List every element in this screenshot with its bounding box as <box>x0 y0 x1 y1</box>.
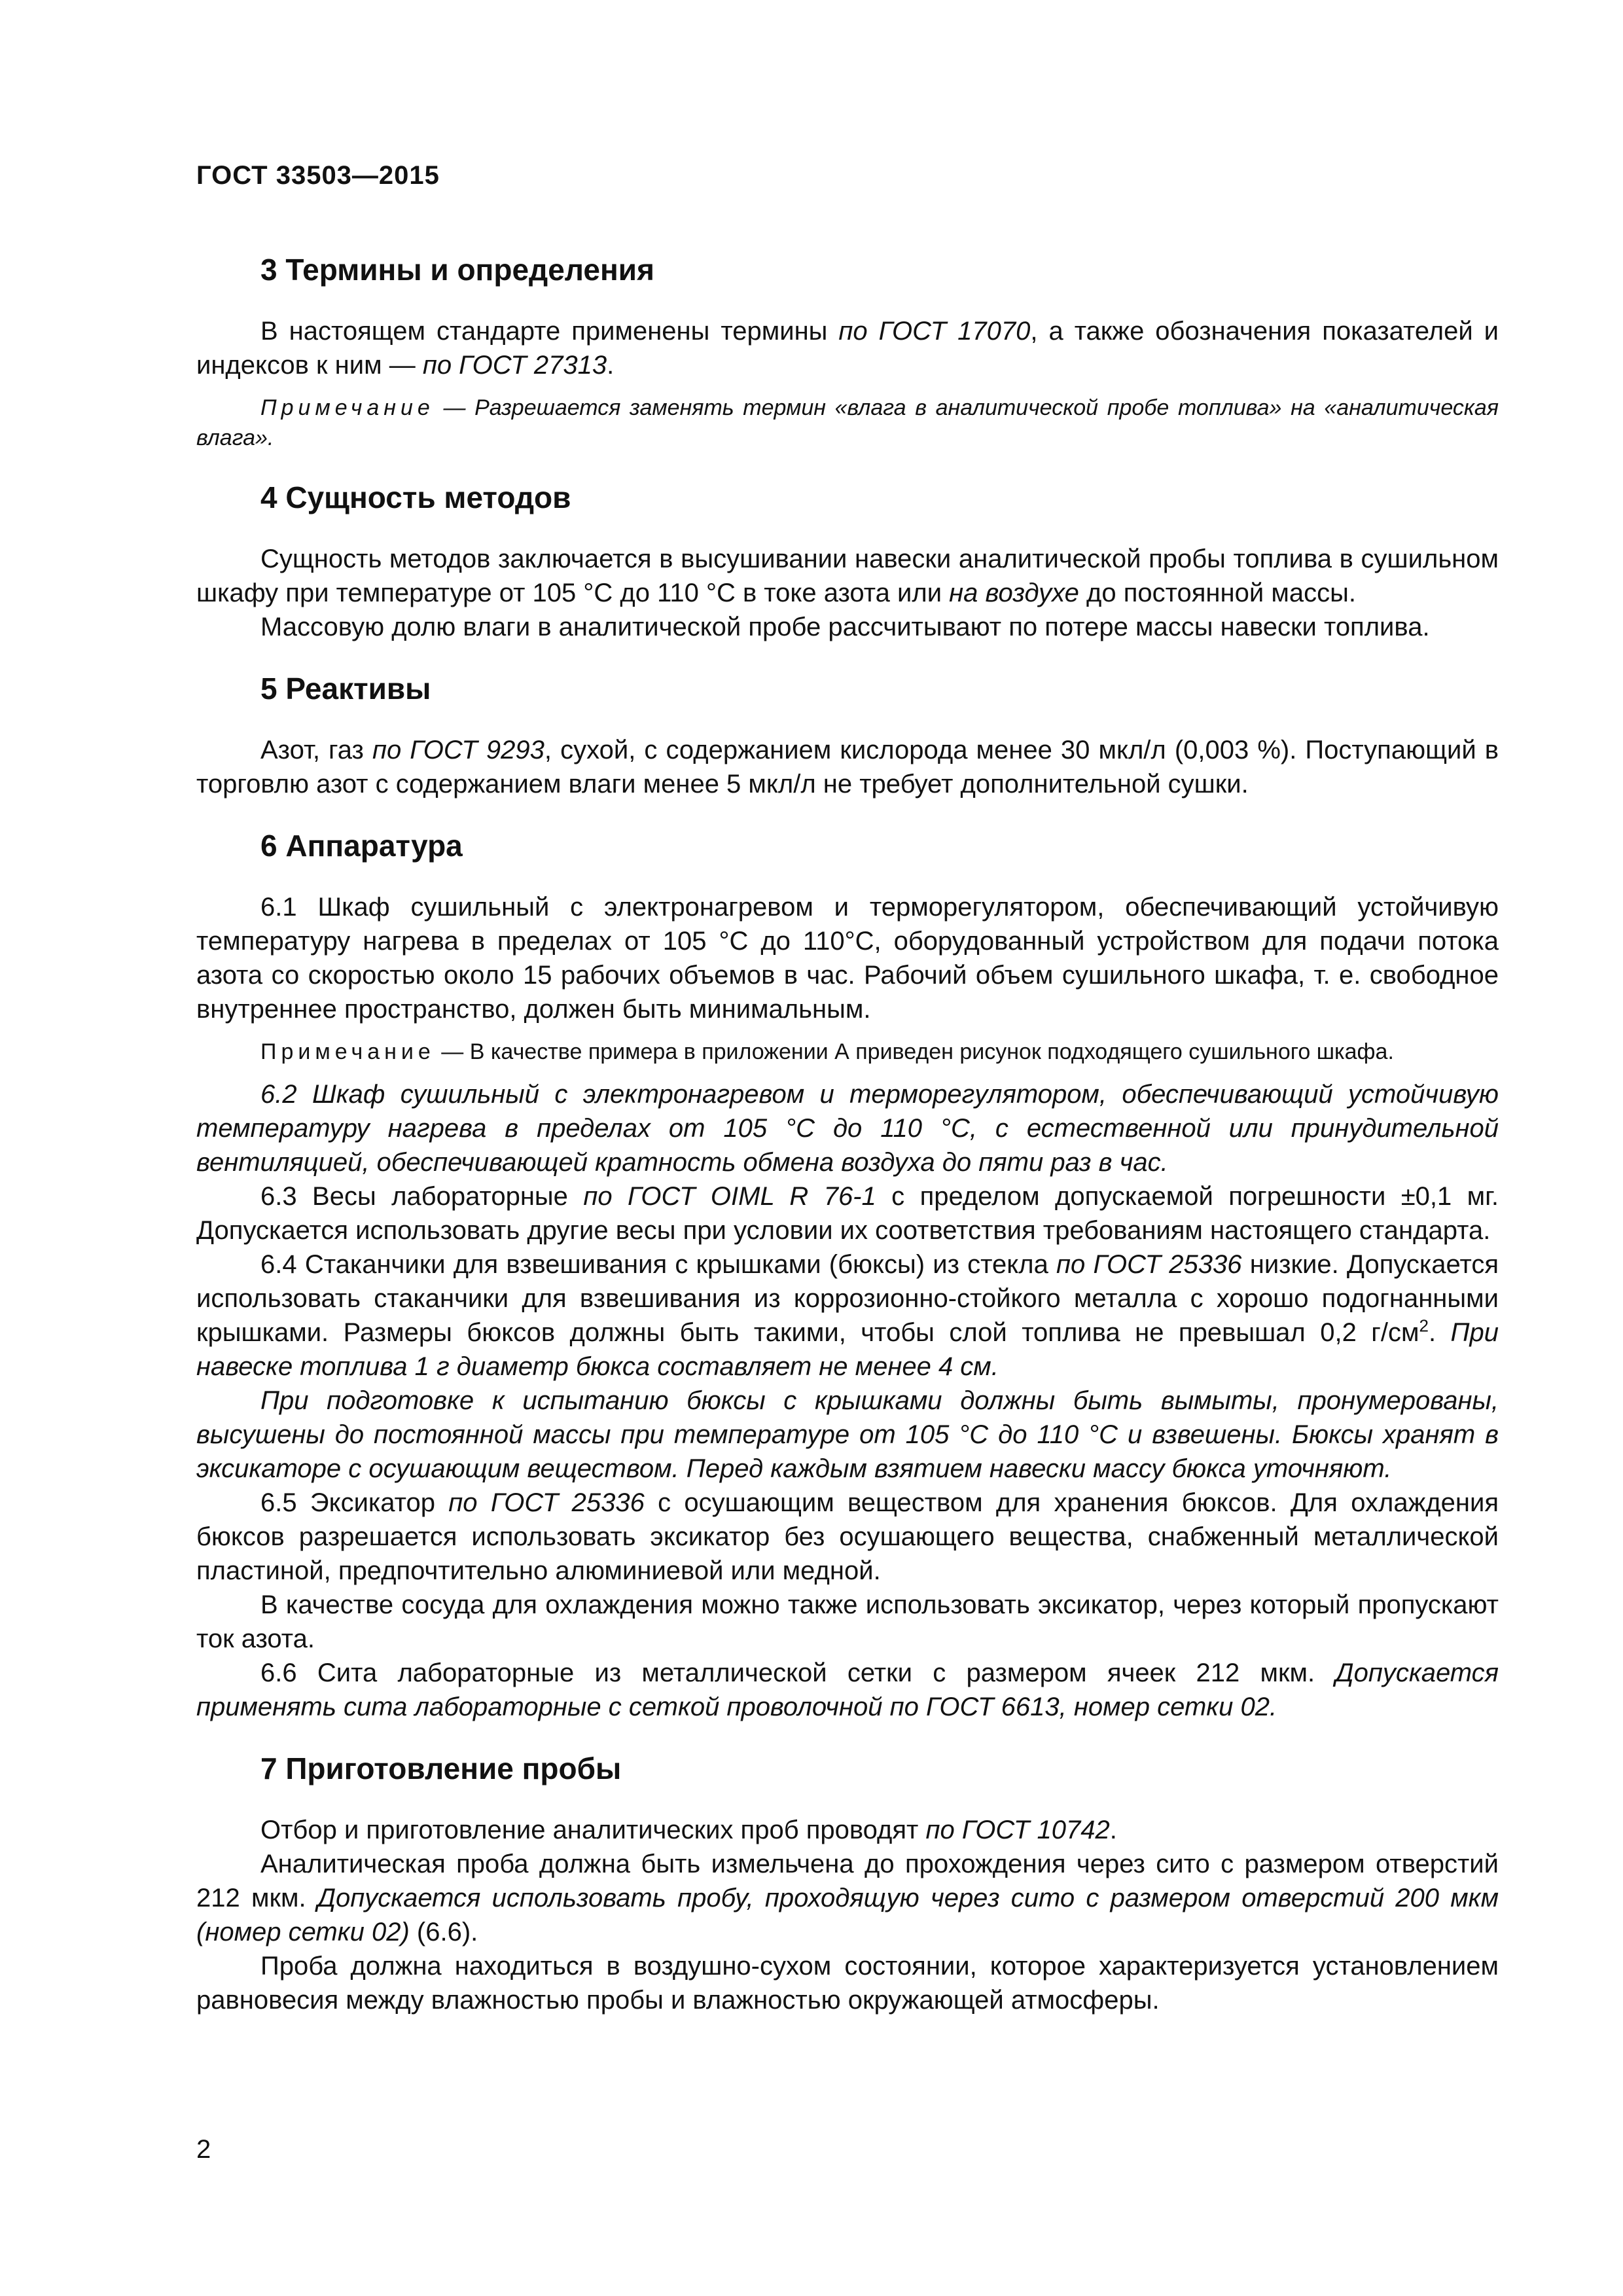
clause-6-4: 6.4 Стаканчики для взвешивания с крышками (бюксы) из стекла по ГОСТ 25336 низкие. Допускается использовать стаканчики для взвешивания из коррозионно-стойкого металла с хорошо подогнанными крышками. Размеры бюксов должны быть такими, чтобы слой топлива не превышал 0,2 $г/см^2$. При навеске топлива 1 г диаметр бюкса составляет не менее 4 см. <box>196 1250 1499 1381</box>
page-number: 2 <box>196 2135 211 2164</box>
section-7-paragraph-2: Аналитическая проба должна быть измельчена до прохождения через сито с размером отверстий 212 мкм. Допускается использовать пробу, проходящую через сито с размером отверстий 200 мкм (номер сетки 02) (6.6). <box>196 1850 1499 1946</box>
document-body <box>196 250 1499 2017</box>
section-3-note: Примечание — Разрешается заменять термин «влага в аналитической пробе топлива» на «аналитическая влага». <box>196 395 1499 450</box>
section-3-title: 3 Термины и определения <box>260 253 654 287</box>
clause-6-4-continuation: При подготовке к испытанию бюксы с крышками должны быть вымыты, пронумерованы, высушены до постоянной массы при температуре от 105 °С до 110 °С и взвешены. Бюксы хранят в эксикаторе с осушающим веществом. Перед каждым взятием навески массу бюкса уточняют. <box>196 1386 1499 1483</box>
section-3-paragraph: В настоящем стандарте применены термины по ГОСТ 17070, а также обозначения показателей и индексов к ним — по ГОСТ 27313. <box>196 317 1499 380</box>
section-7-paragraph-1: Отбор и приготовление аналитических проб проводят по ГОСТ 10742. <box>260 1816 1117 1844</box>
clause-6-5-continuation: В качестве сосуда для охлаждения можно также использовать эксикатор, через который пропускают ток азота. <box>196 1590 1499 1653</box>
section-7-title: 7 Приготовление пробы <box>260 1751 622 1785</box>
clause-6-1: 6.1 Шкаф сушильный с электронагревом и терморегулятором, обеспечивающий устойчивую температуру нагрева в пределах от 105 °С до 110°С, оборудованный устройством для подачи потока азота со скоростью около 15 рабочих объемов в час. Рабочий объем сушильного шкафа, т. е. свободное внутреннее пространство, должен быть минимальным. <box>196 893 1499 1024</box>
section-4-title: 4 Сущность методов <box>260 480 571 514</box>
clause-6-2: 6.2 Шкаф сушильный с электронагревом и терморегулятором, обеспечивающий устойчивую температуру нагрева в пределах от 105 °С до 110 °С, с естественной или принудительной вентиляцией, обеспечивающей кратность обмена воздуха до пяти раз в час. <box>196 1080 1499 1177</box>
clause-6-5: 6.5 Эксикатор по ГОСТ 25336 с осушающим веществом для хранения бюксов. Для охлаждения бюксов разрешается использовать эксикатор без осушающего вещества, снабженный металлической пластиной, предпочтительно алюминиевой или медной. <box>196 1488 1499 1585</box>
clause-6-3: 6.3 Весы лабораторные по ГОСТ OIML R 76-1 с пределом допускаемой погрешности ±0,1 мг. Допускается использовать другие весы при условии их соответствия требованиям настоящего стандарта. <box>196 1182 1499 1245</box>
document-header: ГОСТ 33503—2015 <box>196 161 440 190</box>
section-6-title: 6 Аппаратура <box>260 829 463 863</box>
section-4-paragraph-1: Сущность методов заключается в высушивании навески аналитической пробы топлива в сушильном шкафу при температуре от 105 °С до 110 °С в токе азота или на воздухе до постоянной массы. <box>196 545 1499 607</box>
section-7-paragraph-3: Проба должна находиться в воздушно-сухом состоянии, которое характеризуется установлением равновесия между влажностью пробы и влажностью окружающей атмосферы. <box>196 1952 1499 2015</box>
section-6-note: Примечание — В качестве примера в приложении А приведен рисунок подходящего сушильного шкафа. <box>260 1039 1394 1064</box>
section-4-paragraph-2: Массовую долю влаги в аналитической пробе рассчитывают по потере массы навески топлива. <box>260 613 1430 641</box>
section-5-title: 5 Реактивы <box>260 672 431 706</box>
section-5-paragraph: Азот, газ по ГОСТ 9293, сухой, с содержанием кислорода менее 30 мкл/л (0,003 %). Поступающий в торговлю азот с содержанием влаги менее 5 мкл/л не требует дополнительной сушки. <box>196 736 1499 798</box>
clause-6-6: 6.6 Сита лабораторные из металлической сетки с размером ячеек 212 мкм. Допускается применять сита лабораторные с сеткой проволочной по ГОСТ 6613, номер сетки 02. <box>196 1659 1499 1721</box>
